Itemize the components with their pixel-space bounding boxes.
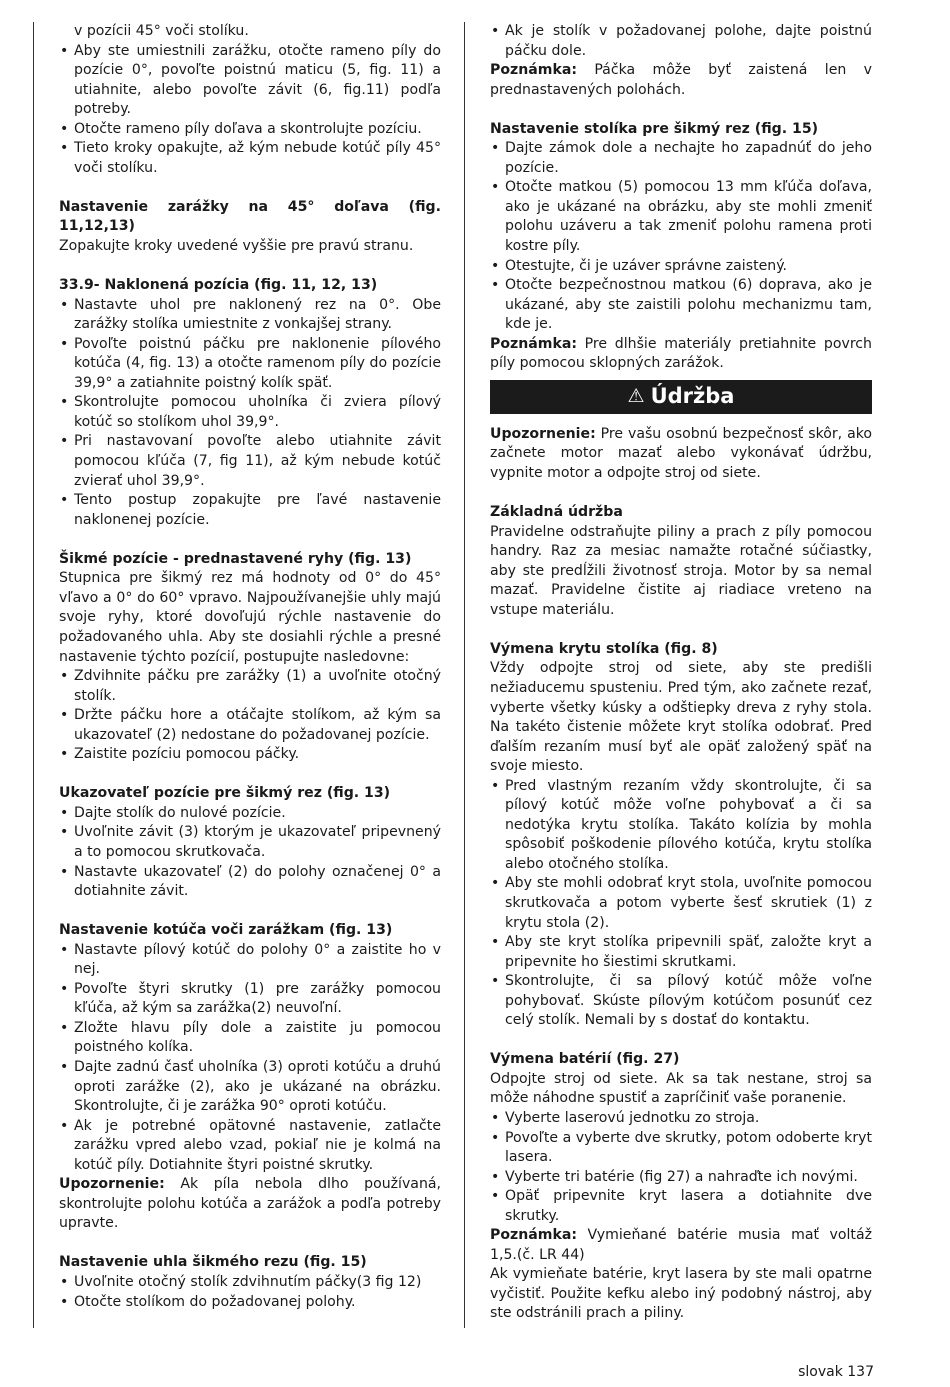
section-heading: Výmena batérií (fig. 27) bbox=[490, 1051, 680, 1068]
paragraph: Stupnica pre šikmý rez má hodnoty od 0° do 45° vľavo a 0° do 60° vpravo. Najpoužívanejšie uhly majú svoje ryhy, ktoré dovoľujú rýchle nastavenie do požadovaného uhla. Aby ste dosiahli rýchle a presné nastavenie týchto pozícií, postupujte nasledovne: bbox=[59, 570, 441, 665]
list-item: • Skontrolujte, či sa pílový kotúč môže voľne pohybovať. Skúste pílovým kotúčom posunúť cez celý stolík. Nemali by s dostať do kontaktu. bbox=[490, 972, 872, 1031]
preset-list bbox=[59, 667, 441, 765]
note-paragraph bbox=[490, 61, 872, 100]
list-item: • Nastavte uhol pre naklonený rez na 0°. Obe zarážky stolíka umiestnite z vonkajšej strany. bbox=[59, 296, 441, 335]
list-item: • Zaistite pozíciu pomocou páčky. bbox=[59, 745, 441, 765]
list-item: • Skontrolujte pomocou uholníka či zviera pílový kotúč so stolíkom uhol 39,9°. bbox=[59, 393, 441, 432]
note-text: Pre dlhšie materiály pretiahnite povrch píly pomocou sklopných zarážok. bbox=[490, 335, 872, 372]
list-item: • Ak je potrebné opätovné nastavenie, zatlačte zarážku vpred alebo vzad, pokiaľ nie je kolmá na kotúč píly. Dotiahnite štyri poistné skrutky. bbox=[59, 1117, 441, 1176]
list-item: • Otočte bezpečnostnou matkou (6) doprava, ako je ukázané, aby ste zaistili polohu mechanizmu tam, kde je. bbox=[490, 276, 872, 335]
list-item: • Otočte rameno píly doľava a skontrolujte pozíciu. bbox=[59, 120, 441, 140]
list-item: • Vyberte laserovú jednotku zo stroja. bbox=[490, 1109, 872, 1129]
list-item: • Otestujte, či je uzáver správne zaistený. bbox=[490, 257, 872, 277]
warning-text: Pre vašu osobnú bezpečnosť skôr, ako začnete motor mazať alebo vykonávať údržbu, vypnite motor a odpojte stroj od siete. bbox=[490, 425, 872, 481]
right-column bbox=[490, 22, 872, 1324]
list-item: • Ak je stolík v požadovanej polohe, dajte poistnú páčku dole. bbox=[490, 22, 872, 61]
fence-list bbox=[59, 941, 441, 1176]
note-label: Poznámka: bbox=[490, 62, 577, 79]
list-item: v pozícii 45° voči stolíku. bbox=[74, 23, 249, 39]
section-heading: Ukazovateľ pozície pre šikmý rez (fig. 13) bbox=[59, 785, 391, 802]
warning-paragraph bbox=[59, 1175, 441, 1234]
warning-label: Upozornenie: bbox=[490, 425, 596, 442]
section-heading: Nastavenie zarážky na 45° doľava (fig. 11,12,13) bbox=[59, 198, 441, 235]
list-item: • Vyberte tri batérie (fig 27) a nahraďte ich novými. bbox=[490, 1168, 872, 1188]
list-item: • Uvoľnite otočný stolík zdvihnutím páčky(3 fig 12) bbox=[59, 1273, 441, 1293]
section-heading: Šikmé pozície - prednastavené ryhy (fig. 13) bbox=[59, 550, 412, 567]
section-heading: 33.9- Naklonená pozícia (fig. 11, 12, 13) bbox=[59, 277, 378, 294]
list-item: • Otočte matkou (5) pomocou 13 mm kľúča doľava, ako je ukázané na obrázku, aby ste mohli zmeniť polohu uzáveru a tak zmeniť polohu ramena proti kostre píly. bbox=[490, 178, 872, 256]
warning-text: Ak píla nebola dlho používaná, skontrolujte polohu kotúča a zarážok a podľa potreby upravte. bbox=[59, 1176, 441, 1232]
paragraph: Vždy odpojte stroj od siete, aby ste predišli nežiaducemu spusteniu. Pred tým, ako začnete rezať, vyberte všetky kúsky a odštiepky dreva z ryhy stola. Na takéto čistenie môžete kryt stolíka odobrať. Pred ďalším rezaním musí byť ale opäť založený späť na svoje miesto. bbox=[490, 660, 872, 775]
continued-list bbox=[490, 22, 872, 61]
note-paragraph bbox=[490, 335, 872, 374]
angle-list bbox=[59, 1273, 441, 1312]
list-item: • Opäť pripevnite kryt lasera a dotiahnite dve skrutky. bbox=[490, 1187, 872, 1226]
paragraph: Zopakujte kroky uvedené vyššie pre pravú stranu. bbox=[59, 238, 414, 255]
battery-list bbox=[490, 1109, 872, 1226]
list-item: • Zdvihnite páčku pre zarážky (1) a uvoľnite otočný stolík. bbox=[59, 667, 441, 706]
list-item: • Povoľte a vyberte dve skrutky, potom odoberte kryt lasera. bbox=[490, 1129, 872, 1168]
list-item: • Tieto kroky opakujte, až kým nebude kotúč píly 45° voči stolíku. bbox=[59, 139, 441, 178]
list-item: • Nastavte ukazovateľ (2) do polohy označenej 0° a dotiahnite závit. bbox=[59, 863, 441, 902]
note-label: Poznámka: bbox=[490, 1227, 577, 1244]
left-margin-rule bbox=[33, 22, 34, 1328]
column-divider-rule bbox=[464, 22, 465, 1328]
intro-list bbox=[59, 22, 441, 178]
warning-label: Upozornenie: bbox=[59, 1176, 165, 1193]
list-item: • Uvoľnite závit (3) ktorým je ukazovateľ pripevnený a to pomocou skrutkovača. bbox=[59, 823, 441, 862]
pointer-list bbox=[59, 804, 441, 902]
list-item: • Povoľte poistnú páčku pre naklonenie pílového kotúča (4, fig. 13) a otočte ramenom píly do pozície 39,9° a zatiahnite poistný kolík späť. bbox=[59, 335, 441, 394]
list-item: • Nastavte pílový kotúč do polohy 0° a zaistite ho v nej. bbox=[59, 941, 441, 980]
list-item: • Pred vlastným rezaním vždy skontrolujte, či sa pílový kotúč môže voľne pohybovať a či sa nedotýka krytu stolíka. Takáto kolízia by mohla spôsobiť poškodenie pílového kotúča, krytu stolíka alebo otočného stolíka. bbox=[490, 777, 872, 875]
paragraph: Pravidelne odstraňujte piliny a prach z píly pomocou handry. Raz za mesiac namažte rotačné súčiastky, aby ste predĺžili životnosť stroja. Motor by sa nemal mazať. Pravidelne čistite aj riadiace vreteno na vstupe materiálu. bbox=[490, 523, 872, 618]
list-item: • Povoľte štyri skrutky (1) pre zarážky pomocou kľúča, až kým sa zarážka(2) neuvoľní. bbox=[59, 980, 441, 1019]
cover-list bbox=[490, 777, 872, 1031]
note-text: Vymieňané batérie musia mať voltáž 1,5.(č. LR 44) bbox=[490, 1227, 872, 1263]
section-heading: Výmena krytu stolíka (fig. 8) bbox=[490, 640, 718, 657]
list-item: • Zložte hlavu píly dole a zaistite ju pomocou poistného kolíka. bbox=[59, 1019, 441, 1058]
section-heading: Nastavenie uhla šikmého rezu (fig. 15) bbox=[59, 1254, 367, 1271]
list-item: • Držte páčku hore a otáčajte stolíkom, až kým sa ukazovateľ (2) nedostane do požadovanej pozície. bbox=[59, 706, 441, 745]
warning-icon: ⚠ bbox=[627, 385, 645, 408]
banner-title: Údržba bbox=[650, 384, 735, 409]
paragraph: Odpojte stroj od siete. Ak sa tak nestane, stroj sa môže náhodne spustiť a zapríčiniť vaše poranenie. bbox=[490, 1070, 872, 1107]
tilt-list bbox=[59, 296, 441, 531]
note-text: Páčka môže byť zaistená len v prednastavených polohách. bbox=[490, 62, 872, 98]
left-column bbox=[59, 22, 441, 1312]
maintenance-banner bbox=[490, 380, 872, 414]
list-item: • Aby ste umiestnili zarážku, otočte rameno píly do pozície 0°, povoľte poistnú maticu (5, fig. 11) a utiahnite, alebo povoľte závit (6, fig.11) podľa potreby. bbox=[59, 42, 441, 120]
list-item: • Aby ste mohli odobrať kryt stola, uvoľnite pomocou skrutkovača a potom vyberte šesť skrutiek (1) z krytu stola (2). bbox=[490, 874, 872, 933]
section-heading: Nastavenie stolíka pre šikmý rez (fig. 15) bbox=[490, 120, 819, 137]
note-label: Poznámka: bbox=[490, 335, 577, 352]
list-item: • Tento postup zopakujte pre ľavé nastavenie naklonenej pozície. bbox=[59, 491, 441, 530]
section-heading: Nastavenie kotúča voči zarážkam (fig. 13) bbox=[59, 922, 393, 939]
list-item: • Dajte stolík do nulové pozície. bbox=[59, 804, 441, 824]
warning-paragraph bbox=[490, 425, 872, 484]
list-item: • Aby ste kryt stolíka pripevnili späť, založte kryt a pripevnite ho šiestimi skrutkami. bbox=[490, 933, 872, 972]
list-item: • Dajte zadnú časť uholníka (3) oproti kotúču a druhú oproti zarážke (2), ako je ukázané na obrázku. Skontrolujte, či je zarážka 90° oproti kotúču. bbox=[59, 1058, 441, 1117]
paragraph: Ak vymieňate batérie, kryt lasera by ste mali opatrne vyčistiť. Použite kefku alebo iný podobný nástroj, aby ste odstránili prach a piliny. bbox=[490, 1266, 872, 1322]
list-item: • Dajte zámok dole a nechajte ho zapadnúť do jeho pozície. bbox=[490, 139, 872, 178]
list-item: • Pri nastavovaní povoľte alebo utiahnite závit pomocou kľúča (7, fig 11), až kým nebude kotúč zvierať uhol 39,9°. bbox=[59, 432, 441, 491]
page-footer: slovak 137 bbox=[798, 1364, 874, 1380]
bevel-list bbox=[490, 139, 872, 334]
list-item: • Otočte stolíkom do požadovanej polohy. bbox=[59, 1293, 441, 1313]
note-paragraph bbox=[490, 1226, 872, 1265]
section-heading: Základná údržba bbox=[490, 504, 623, 521]
